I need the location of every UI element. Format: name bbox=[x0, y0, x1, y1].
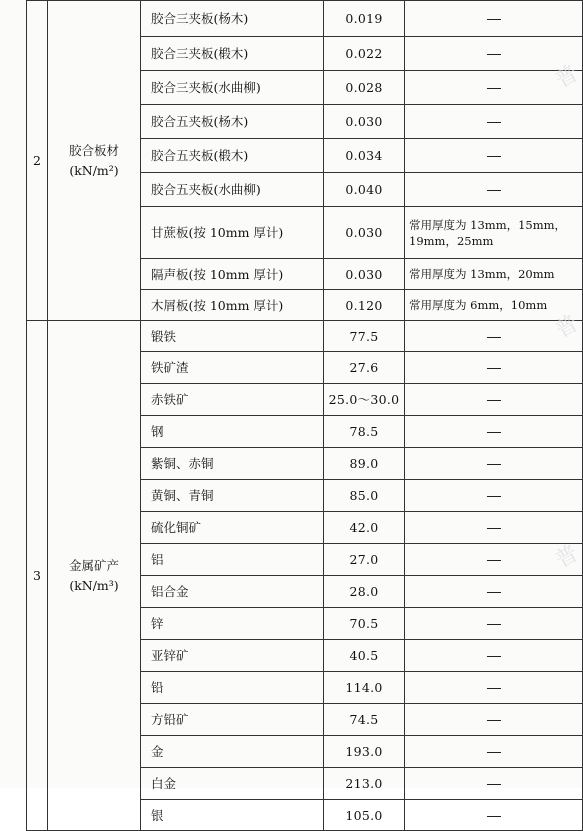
material-name: 甘蔗板(按 10mm 厚计) bbox=[141, 207, 324, 259]
weight-value: 27.6 bbox=[324, 352, 405, 384]
dash-mark bbox=[487, 156, 501, 157]
dash-mark bbox=[487, 656, 501, 657]
weight-value: 74.5 bbox=[324, 704, 405, 736]
weight-value: 28.0 bbox=[324, 576, 405, 608]
material-name: 胶合三夹板(椴木) bbox=[141, 37, 324, 71]
weight-value: 25.0～30.0 bbox=[324, 384, 405, 416]
remark-dash bbox=[405, 608, 583, 640]
material-name: 金 bbox=[141, 736, 324, 768]
dash-mark bbox=[487, 464, 501, 465]
weight-value: 0.028 bbox=[324, 71, 405, 105]
weight-value: 0.019 bbox=[324, 1, 405, 37]
category-unit: (kN/m³) bbox=[69, 577, 119, 593]
weight-value: 193.0 bbox=[324, 736, 405, 768]
material-name: 紫铜、赤铜 bbox=[141, 448, 324, 480]
material-name: 银 bbox=[141, 800, 324, 831]
weight-value: 213.0 bbox=[324, 768, 405, 800]
dash-mark bbox=[487, 720, 501, 721]
dash-mark bbox=[487, 688, 501, 689]
material-name: 胶合五夹板(椴木) bbox=[141, 139, 324, 173]
remark-dash bbox=[405, 672, 583, 704]
remark-dash bbox=[405, 576, 583, 608]
weight-value: 89.0 bbox=[324, 448, 405, 480]
material-name: 胶合五夹板(杨木) bbox=[141, 105, 324, 139]
material-name: 铝 bbox=[141, 544, 324, 576]
remark-text: 常用厚度为 13mm，20mm bbox=[405, 259, 583, 290]
dash-mark bbox=[487, 54, 501, 55]
dash-mark bbox=[487, 368, 501, 369]
material-name: 方铅矿 bbox=[141, 704, 324, 736]
dash-mark bbox=[487, 190, 501, 191]
dash-mark bbox=[487, 784, 501, 785]
weight-value: 85.0 bbox=[324, 480, 405, 512]
weight-value: 70.5 bbox=[324, 608, 405, 640]
material-name: 黄铜、青铜 bbox=[141, 480, 324, 512]
material-name: 胶合三夹板(水曲柳) bbox=[141, 71, 324, 105]
group-category bbox=[48, 321, 141, 831]
weight-value: 0.030 bbox=[324, 105, 405, 139]
dash-mark bbox=[487, 122, 501, 123]
material-name: 赤铁矿 bbox=[141, 384, 324, 416]
weight-value: 0.120 bbox=[324, 290, 405, 321]
weight-value: 78.5 bbox=[324, 416, 405, 448]
dash-mark bbox=[487, 816, 501, 817]
group-number: 2 bbox=[27, 1, 48, 321]
weight-value: 42.0 bbox=[324, 512, 405, 544]
dash-mark bbox=[487, 88, 501, 89]
remark-dash bbox=[405, 139, 583, 173]
category-unit: (kN/m²) bbox=[69, 162, 119, 178]
remark-dash bbox=[405, 736, 583, 768]
remark-dash bbox=[405, 384, 583, 416]
group-category bbox=[48, 1, 141, 321]
material-name: 铝合金 bbox=[141, 576, 324, 608]
weight-value: 0.030 bbox=[324, 207, 405, 259]
dash-mark bbox=[487, 560, 501, 561]
weight-value: 105.0 bbox=[324, 800, 405, 831]
weight-value: 40.5 bbox=[324, 640, 405, 672]
material-name: 胶合五夹板(水曲柳) bbox=[141, 173, 324, 207]
material-name: 亚锌矿 bbox=[141, 640, 324, 672]
material-weight-table bbox=[26, 0, 583, 831]
dash-mark bbox=[487, 337, 501, 338]
material-name: 隔声板(按 10mm 厚计) bbox=[141, 259, 324, 290]
dash-mark bbox=[487, 752, 501, 753]
category-name: 胶合板材 bbox=[68, 142, 119, 158]
material-name: 锌 bbox=[141, 608, 324, 640]
watermark: 普 bbox=[551, 540, 583, 574]
weight-value: 0.034 bbox=[324, 139, 405, 173]
dash-mark bbox=[487, 528, 501, 529]
dash-mark bbox=[487, 432, 501, 433]
group-number: 3 bbox=[27, 321, 48, 831]
remark-dash bbox=[405, 480, 583, 512]
dash-mark bbox=[487, 592, 501, 593]
remark-dash bbox=[405, 800, 583, 831]
material-name: 锻铁 bbox=[141, 321, 324, 352]
weight-value: 114.0 bbox=[324, 672, 405, 704]
remark-text: 常用厚度为 13mm，15mm，19mm，25mm bbox=[405, 207, 583, 259]
table-row bbox=[27, 1, 583, 37]
remark-dash bbox=[405, 352, 583, 384]
remark-dash bbox=[405, 768, 583, 800]
weight-value: 0.030 bbox=[324, 259, 405, 290]
material-name: 白金 bbox=[141, 768, 324, 800]
material-name: 胶合三夹板(杨木) bbox=[141, 1, 324, 37]
material-name: 铅 bbox=[141, 672, 324, 704]
watermark: 普 bbox=[551, 310, 583, 344]
material-name: 硫化铜矿 bbox=[141, 512, 324, 544]
dash-mark bbox=[487, 624, 501, 625]
remark-dash bbox=[405, 704, 583, 736]
remark-dash bbox=[405, 416, 583, 448]
remark-dash bbox=[405, 105, 583, 139]
remark-dash bbox=[405, 640, 583, 672]
material-name: 铁矿渣 bbox=[141, 352, 324, 384]
material-name: 木屑板(按 10mm 厚计) bbox=[141, 290, 324, 321]
weight-value: 77.5 bbox=[324, 321, 405, 352]
category-name: 金属矿产 bbox=[68, 557, 119, 573]
remark-dash bbox=[405, 1, 583, 37]
weight-value: 0.040 bbox=[324, 173, 405, 207]
dash-mark bbox=[487, 19, 501, 20]
remark-text: 常用厚度为 6mm，10mm bbox=[405, 290, 583, 321]
dash-mark bbox=[487, 496, 501, 497]
weight-value: 27.0 bbox=[324, 544, 405, 576]
table-row bbox=[27, 321, 583, 352]
weight-value: 0.022 bbox=[324, 37, 405, 71]
remark-dash bbox=[405, 173, 583, 207]
dash-mark bbox=[487, 400, 501, 401]
watermark: 普 bbox=[551, 60, 583, 94]
remark-dash bbox=[405, 512, 583, 544]
remark-dash bbox=[405, 448, 583, 480]
material-name: 钢 bbox=[141, 416, 324, 448]
